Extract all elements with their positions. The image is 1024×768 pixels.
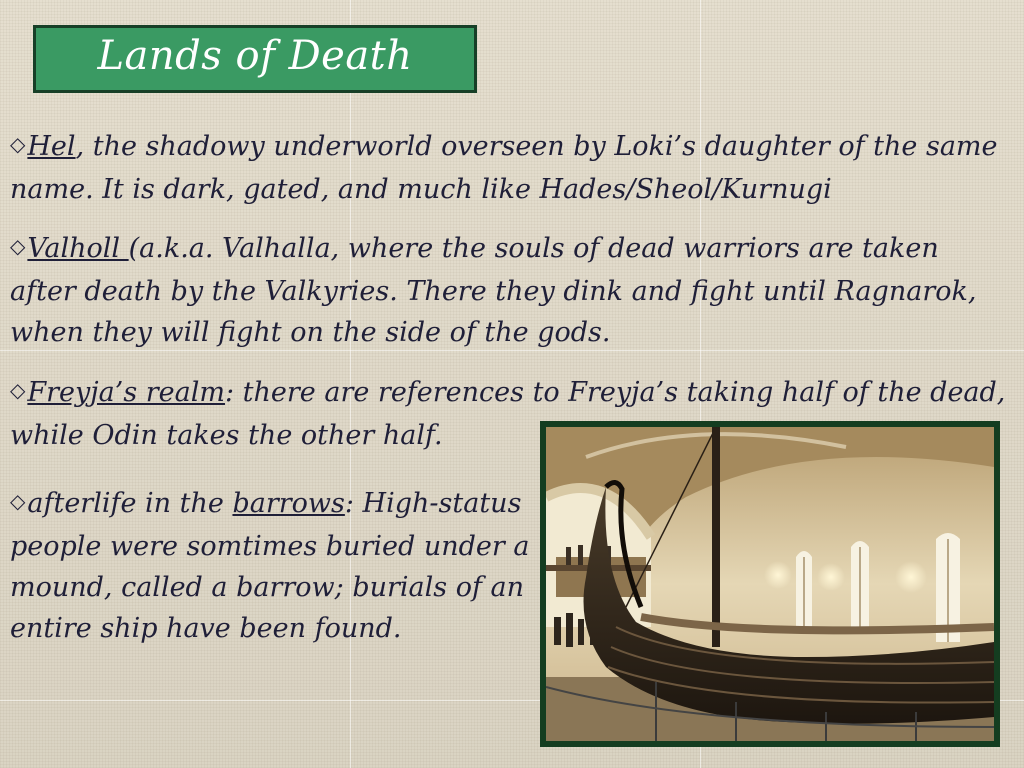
bullet-text: : there are references to Freyja’s taking half of the dead, while Odin takes the other half. (10, 377, 1006, 451)
photo-frame (540, 421, 1000, 747)
bullet-text: , the shadowy underworld overseen by Loki’s daughter of the same name. It is dark, gated, and much like Hades/Sheol/Kurnugi (10, 131, 998, 205)
bullet-barrows (10, 483, 530, 649)
slide-title: Lands of Death (97, 33, 413, 79)
diamond-bullet-icon: ◇ (10, 489, 26, 513)
bullet-text: : High-status people were somtimes buried under a mound, called a barrow; burials of an entire ship have been found. (10, 488, 530, 644)
diamond-bullet-icon: ◇ (10, 234, 26, 258)
bullet-valholl (10, 228, 1000, 353)
term-freyja-realm: Freyja’s realm (27, 377, 225, 408)
bullet-text: (a.k.a. Valhalla, where the souls of dead warriors are taken after death by the Valkyries. There they dink and fight until Ragnarok, when they will fight on the side of the gods. (10, 233, 977, 348)
viking-ship-photo (546, 427, 994, 741)
bullet-hel (10, 126, 1000, 210)
term-valholl: Valholl (27, 233, 129, 264)
term-barrows: barrows (232, 488, 345, 519)
diamond-bullet-icon: ◇ (10, 378, 26, 402)
bullet-prefix: afterlife in the (27, 488, 233, 519)
diamond-bullet-icon: ◇ (10, 132, 26, 156)
title-box (33, 25, 477, 93)
term-hel: Hel (27, 131, 76, 162)
